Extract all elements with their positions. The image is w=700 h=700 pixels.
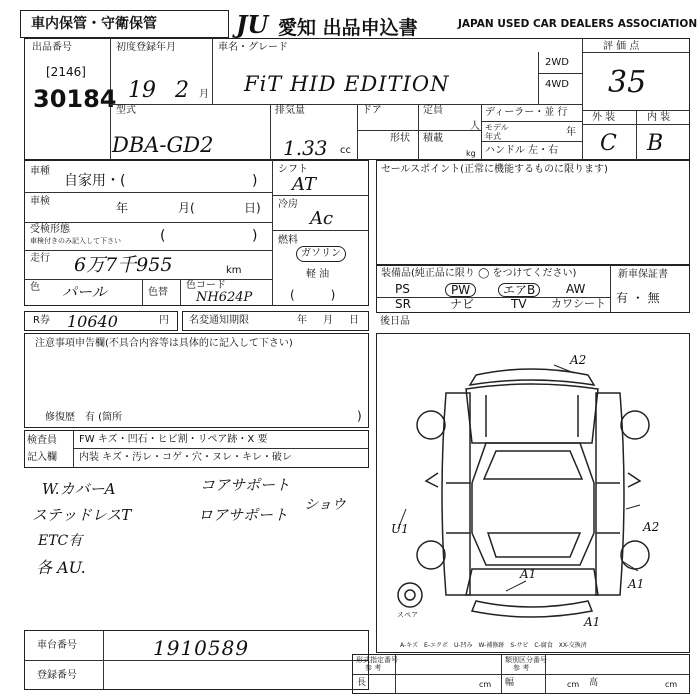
form-title: 愛知 出品申込書	[278, 17, 418, 39]
divider	[418, 104, 419, 160]
color-value: パール	[62, 283, 107, 301]
transfer-label: 名変通知期限	[189, 315, 249, 326]
repair-history-close-paren: )	[357, 409, 362, 423]
color-exchange-label: 色替	[148, 287, 168, 298]
inspection-day-unit: 日)	[244, 201, 261, 215]
divider	[481, 104, 482, 160]
width-label: 幅	[505, 678, 515, 688]
inspection-form-open-paren: (	[160, 228, 166, 244]
association-name: JAPAN USED CAR DEALERS ASSOCIATION	[458, 18, 698, 30]
interior-label: 内 装	[647, 112, 671, 123]
lot-label: 出品番号	[32, 42, 72, 53]
handle-label: ハンドル 左・右	[485, 145, 559, 156]
divider	[538, 52, 539, 104]
chassis-label: 車台番号	[37, 640, 77, 651]
notes-frame	[24, 333, 369, 428]
warranty-label: 新車保証書	[618, 269, 668, 280]
divider	[376, 297, 610, 298]
divider	[73, 448, 368, 449]
inspection-form-note: 車検付きのみ記入して下さい	[30, 237, 121, 245]
shift-value: AT	[292, 174, 317, 195]
divider	[582, 52, 690, 53]
shape-label: 形状	[390, 133, 410, 144]
inspector-label: 検査員	[27, 435, 57, 446]
interior-row: 内装 キズ・汚レ・コゲ・穴・ヌレ・キレ・破レ	[79, 452, 292, 463]
first-reg-month: 2	[175, 78, 189, 103]
divider	[25, 660, 368, 661]
ac-label: 冷房	[278, 199, 298, 210]
divider	[272, 160, 273, 306]
drive-2wd: 2WD	[545, 57, 569, 68]
fuel-label: 燃料	[278, 235, 298, 246]
divider	[636, 110, 637, 160]
displacement-label: 排気量	[275, 105, 305, 116]
recycle-amount: 10640	[67, 312, 118, 331]
height-unit: cm	[665, 680, 678, 689]
yen-unit: 円	[159, 315, 169, 326]
fw-row: FW キズ・凹石・ヒビ割・リペア跡・X 要	[79, 434, 268, 445]
divider	[180, 279, 181, 306]
divider	[353, 674, 689, 675]
model-label: 型式	[116, 105, 136, 116]
divider	[582, 38, 583, 160]
model-value: DBA-GD2	[112, 133, 214, 157]
divider	[538, 73, 582, 74]
car-body-diagram	[376, 333, 690, 653]
inspector-frame	[24, 430, 369, 468]
repair-history: 修復歴 有 (箇所	[45, 412, 123, 423]
length-unit: cm	[479, 680, 492, 689]
rating-score: 35	[608, 65, 647, 100]
divider	[481, 121, 582, 122]
person-unit: 人	[470, 121, 480, 132]
name-grade-value: FiT HID EDITION	[244, 72, 450, 96]
storage-label: 車内保管・守衛保管	[31, 16, 157, 32]
divider	[24, 192, 272, 193]
form-spec-reference: 参 考	[365, 664, 382, 672]
entry-label: 記入欄	[27, 452, 57, 463]
divider	[142, 279, 143, 306]
width-unit: cm	[567, 680, 580, 689]
damage-mark-right: A2	[643, 520, 660, 534]
equip-navi: ナビ	[450, 297, 475, 311]
mileage-value: 6万7千955	[74, 254, 173, 276]
drive-4wd: 4WD	[545, 79, 569, 90]
color-label: 色	[30, 282, 40, 293]
name-grade-label: 車名・グレード	[218, 42, 288, 53]
door-label: ドア	[362, 105, 382, 116]
model-year-unit: 年	[566, 127, 576, 138]
chassis-frame	[24, 630, 369, 690]
fuel-diesel: 軽 油	[306, 269, 330, 280]
spare-label: スペア	[397, 611, 418, 619]
inspection-month-unit: 月(	[178, 201, 195, 215]
rating-label: 評 価 点	[603, 41, 640, 52]
warranty-value: 有 ・ 無	[616, 291, 660, 305]
divider	[357, 104, 358, 160]
memo-left-2: ステッドレスT	[32, 506, 132, 524]
divider	[610, 265, 611, 313]
damage-legend: A-キズ E-エクボ U-凹み W-補修跡 S-サビ C-腐食 XX-交換済	[400, 642, 587, 649]
load-label: 積載	[423, 133, 443, 144]
divider	[24, 222, 272, 223]
equip-pw: PW	[445, 283, 476, 297]
capacity-label: 定員	[423, 105, 443, 116]
divider	[270, 104, 271, 160]
divider	[582, 124, 690, 125]
divider	[24, 279, 272, 280]
equip-aw: AW	[566, 282, 586, 296]
sales-point-box	[376, 160, 690, 265]
first-reg-label: 初度登録年月	[116, 42, 176, 53]
inspection-label: 車検	[30, 196, 50, 207]
color-code-value: NH624P	[196, 290, 253, 305]
damage-mark-left: U1	[391, 522, 409, 536]
damage-mark-rear: A1	[520, 567, 537, 581]
transfer-year: 年	[297, 315, 307, 326]
storage-label-box	[20, 10, 229, 38]
inspection-year-unit: 年	[116, 201, 129, 215]
divider	[481, 141, 582, 142]
use-value: 自家用・(	[64, 173, 126, 189]
transfer-month: 月	[323, 315, 333, 326]
interior-score: B	[647, 131, 664, 156]
divider	[73, 431, 74, 467]
divider	[272, 195, 369, 196]
damage-mark-front: A2	[570, 353, 587, 367]
shift-label: シフト	[278, 164, 308, 175]
divider	[357, 130, 481, 131]
divider	[272, 230, 369, 231]
exterior-score: C	[600, 131, 617, 156]
memo-right-1: コアサポート	[200, 476, 291, 494]
displacement-value: 1.33	[283, 136, 328, 160]
recycle-box	[24, 311, 178, 331]
memo-right-2: ロアサポート	[198, 506, 289, 524]
length-label: 長	[357, 678, 367, 688]
exterior-label: 外 装	[592, 112, 616, 123]
lot-number: 30184	[33, 85, 117, 113]
month-unit: 月	[199, 89, 209, 100]
spec-number-frame	[352, 654, 690, 694]
transfer-day: 日	[349, 315, 359, 326]
first-reg-year: 19	[128, 78, 156, 103]
equip-ps: PS	[395, 282, 410, 296]
fuel-gas: ガソリン	[296, 246, 346, 262]
equip-airbag: エアB	[498, 283, 540, 297]
memo-left-3: ETC有	[38, 533, 83, 549]
km-unit: km	[226, 265, 242, 276]
dealer-label: ディーラー・並 行	[485, 107, 568, 118]
fuel-parens: ( )	[290, 288, 336, 302]
damage-mark-bottom: A1	[584, 615, 601, 629]
use-label: 車種	[30, 166, 50, 177]
memo-left-1: W.カバーA	[42, 480, 116, 498]
chassis-number: 1910589	[153, 636, 250, 660]
reg-number-label: 登録番号	[37, 670, 77, 681]
use-close-paren: )	[252, 173, 258, 189]
category-reference: 参 考	[513, 664, 530, 672]
later-docs-label: 後日品	[380, 316, 410, 327]
divider	[24, 250, 272, 251]
transfer-box	[182, 311, 369, 331]
equip-sr: SR	[395, 297, 411, 311]
lot-sub-number: [2146]	[46, 65, 86, 79]
ju-logo: JU	[236, 10, 269, 39]
model-year-label: モデル 年式	[485, 123, 509, 141]
memo-left-4: 各 AU.	[36, 558, 86, 577]
inspection-form-label: 受検形態	[30, 224, 70, 235]
category-label: 類別区分番号	[505, 656, 547, 664]
memo-right-3: ショウ	[304, 497, 346, 513]
ac-value: Ac	[310, 208, 334, 229]
equipment-label: 装備品(純正品に限り ◯ をつけてください)	[381, 268, 577, 279]
equip-leather-seat: カワシート	[551, 297, 606, 310]
inspection-form-close-paren: )	[252, 228, 258, 244]
mileage-label: 走行	[30, 253, 50, 264]
kg-unit: kg	[466, 149, 476, 158]
divider	[212, 38, 213, 104]
cc-unit: cc	[340, 145, 351, 156]
color-code-label: 色コード	[186, 280, 226, 291]
damage-mark-rear-right: A1	[628, 577, 645, 591]
recycle-label: R券	[33, 315, 50, 326]
divider	[110, 104, 582, 105]
equip-tv: TV	[511, 297, 527, 311]
notes-label: 注意事項申告欄(不具合内容等は具体的に記入して下さい)	[35, 338, 293, 349]
sales-point-label: セールスポイント(正常に機能するものに限ります)	[381, 164, 608, 175]
form-spec-label: 形式指定番号	[356, 656, 398, 664]
height-label: 高	[589, 678, 599, 688]
